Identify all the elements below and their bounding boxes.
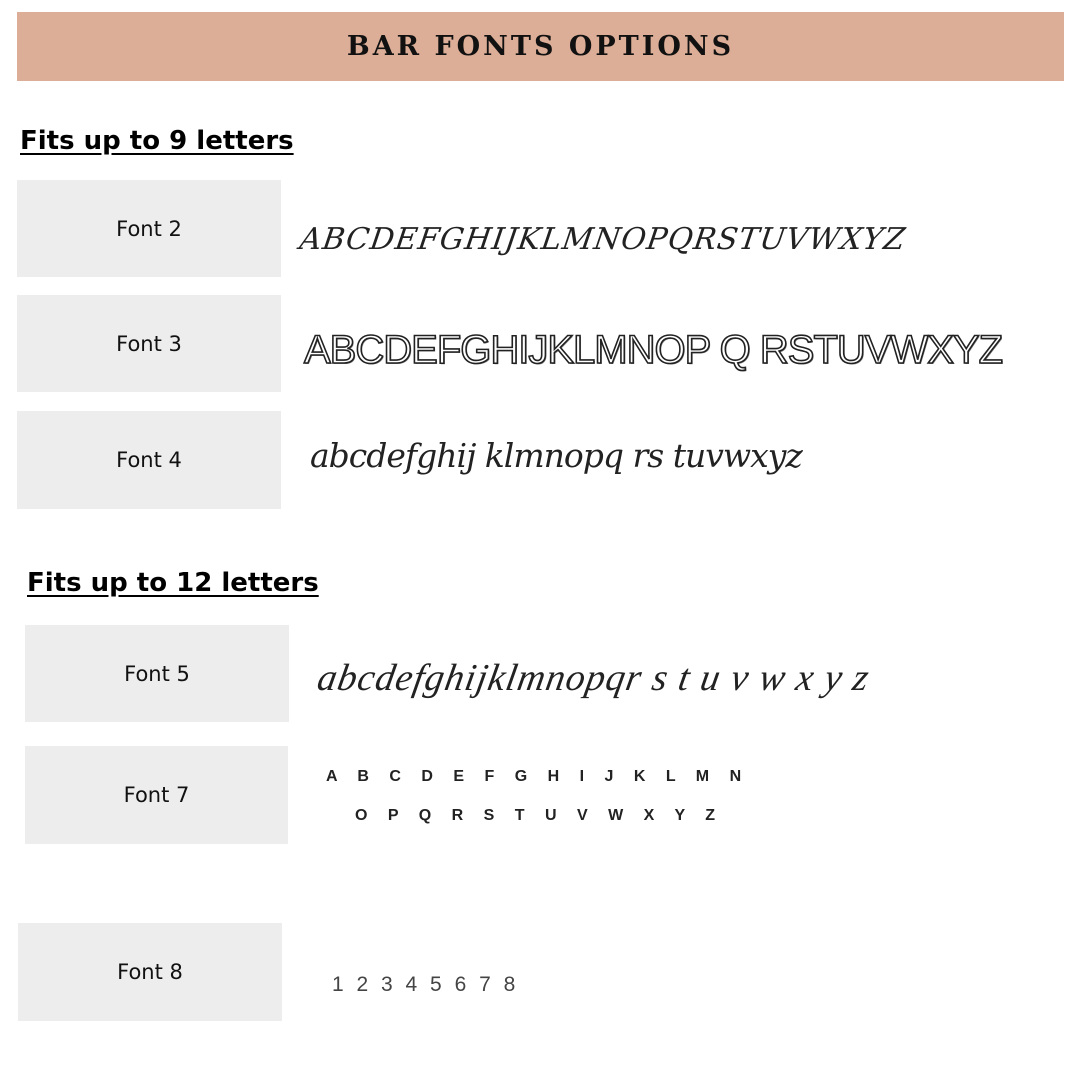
section-title-9-letters: Fits up to 9 letters bbox=[20, 126, 294, 156]
font-sample-font-2: ABCDEFGHIJKLMNOPQRSTUVWXYZ bbox=[297, 222, 909, 257]
font-label: Font 7 bbox=[123, 783, 190, 807]
font-option-font-2[interactable] bbox=[17, 180, 281, 277]
font-label: Font 5 bbox=[124, 661, 190, 686]
font-sample-font-7-line-2: O P Q R S T U V W X Y Z bbox=[355, 807, 716, 824]
font-sample-font-5: abcdefghijklmnopqr s t u v w x y z bbox=[314, 657, 873, 699]
font-sample-font-7-line-1: A B C D E F G H I J K L M N bbox=[326, 768, 742, 785]
font-sample-font-4: abcdefghij klmnopq rs tuvwxyz bbox=[310, 436, 802, 475]
font-sample-font-3: ABCDEFGHIJKLMNOP Q RSTUVWXYZ bbox=[304, 328, 1003, 372]
font-option-font-5[interactable] bbox=[25, 625, 289, 722]
page-title: BAR FONTS OPTIONS bbox=[346, 31, 735, 62]
font-label: Font 2 bbox=[116, 216, 182, 241]
font-label: Font 4 bbox=[116, 448, 182, 472]
header-banner bbox=[17, 12, 1064, 81]
font-label: Font 3 bbox=[116, 331, 182, 356]
font-option-font-8[interactable] bbox=[18, 923, 282, 1021]
font-option-font-4[interactable] bbox=[17, 411, 281, 509]
font-sample-font-8: 1 2 3 4 5 6 7 8 bbox=[332, 973, 518, 996]
section-title-12-letters: Fits up to 12 letters bbox=[27, 568, 319, 598]
font-label: Font 8 bbox=[117, 960, 183, 984]
font-option-font-7[interactable] bbox=[25, 746, 288, 844]
font-option-font-3[interactable] bbox=[17, 295, 281, 392]
